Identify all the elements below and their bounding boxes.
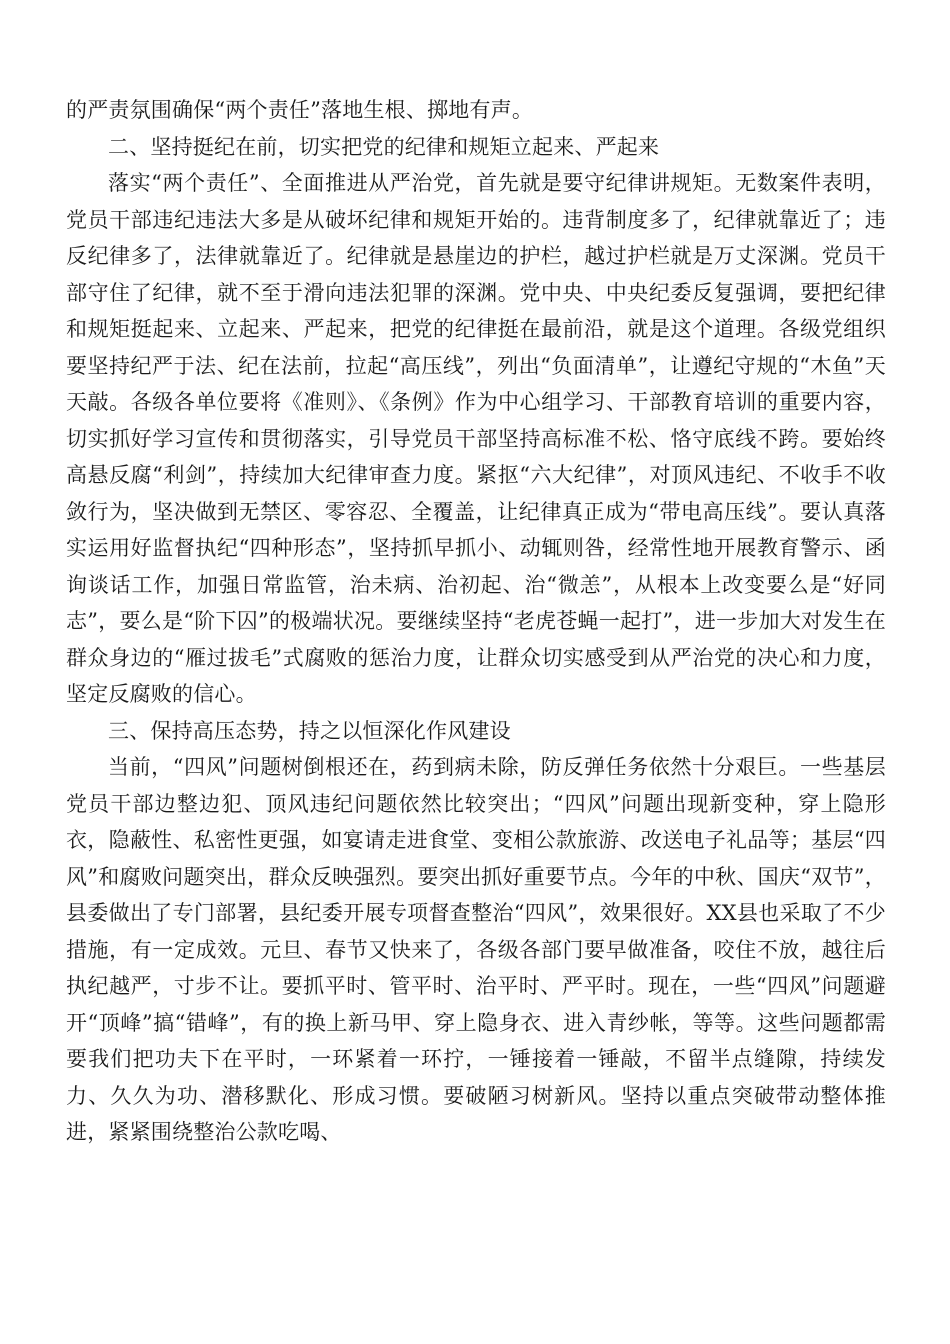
paragraph-discipline: 落实“两个责任”、全面推进从严治党，首先就是要守纪律讲规矩。无数案件表明，党员干部违纪违法大多是从破坏纪律和规矩开始的。违背制度多了，纪律就靠近了；违反纪律多了，法律就靠近了。纪律就是悬崖边的护栏，越过护栏就是万丈深渊。党员干部守住了纪律，就不至于滑向违法犯罪的深渊。党中央、中央纪委反复强调，要把纪律和规矩挺起来、立起来、严起来，把党的纪律挺在最前沿，就是这个道理。各级党组织要坚持纪严于法、纪在法前，拉起“高压线”，列出“负面清单”，让遵纪守规的“木鱼”天天敲。各级各单位要将《准则》、《条例》作为中心组学习、干部教育培训的重要内容，切实抓好学习宣传和贯彻落实，引导党员干部坚持高标准不松、恪守底线不跨。要始终高悬反腐“利剑”，持续加大纪律审查力度。紧抠“六大纪律”，对顶风违纪、不收手不收敛行为，坚决做到无禁区、零容忍、全覆盖，让纪律真正成为“带电高压线”。要认真落实运用好监督执纪“四种形态”，坚持抓早抓小、动辄则咎，经常性地开展教育警示、函询谈话工作，加强日常监管，治未病、治初起、治“微恙”，从根本上改变要么是“好同志”，要么是“阶下囚”的极端状况。要继续坚持“老虎苍蝇一起打”，进一步加大对发生在群众身边的“雁过拔毛”式腐败的惩治力度，让群众切实感受到从严治党的决心和力度，坚定反腐败的信心。 (66, 171, 886, 706)
paragraph-work-style: 当前，“四风”问题树倒根还在，药到病未除，防反弹任务依然十分艰巨。一些基层党员干部边整边犯、顶风违纪问题依然比较突出；“四风”问题出现新变种，穿上隐形衣，隐蔽性、私密性更强，如宴请走进食堂、变相公款旅游、改送电子礼品等；基层“四风”和腐败问题突出，群众反映强烈。要突出抓好重要节点。今年的中秋、国庆“双节”，县委做出了专门部署，县纪委开展专项督查整治“四风”，效果很好。XX县也采取了不少措施，有一定成效。元旦、春节又快来了，各级各部门要早做准备，咬住不放，越往后执纪越严，寸步不让。要抓平时、管平时、治平时、严平时。现在，一些“四风”问题避开“顶峰”搞“错峰”，有的换上新马甲、穿上隐身衣、进入青纱帐，等等。这些问题都需要我们把功夫下在平时，一环紧着一环拧，一锤接着一锤敲，不留半点缝隙，持续发力、久久为功、潜移默化、形成习惯。要破陋习树新风。坚持以重点突破带动整体推进，紧紧围绕整治公款吃喝、 (66, 755, 886, 1144)
section-heading-2: 二、坚持挺纪在前，切实把党的纪律和规矩立起来、严起来 (108, 134, 660, 159)
section-heading-3: 三、保持高压态势，持之以恒深化作风建设 (108, 718, 511, 743)
document-page (66, 92, 886, 1151)
paragraph-continuation: 的严责氛围确保“两个责任”落地生根、掷地有声。 (66, 98, 534, 122)
